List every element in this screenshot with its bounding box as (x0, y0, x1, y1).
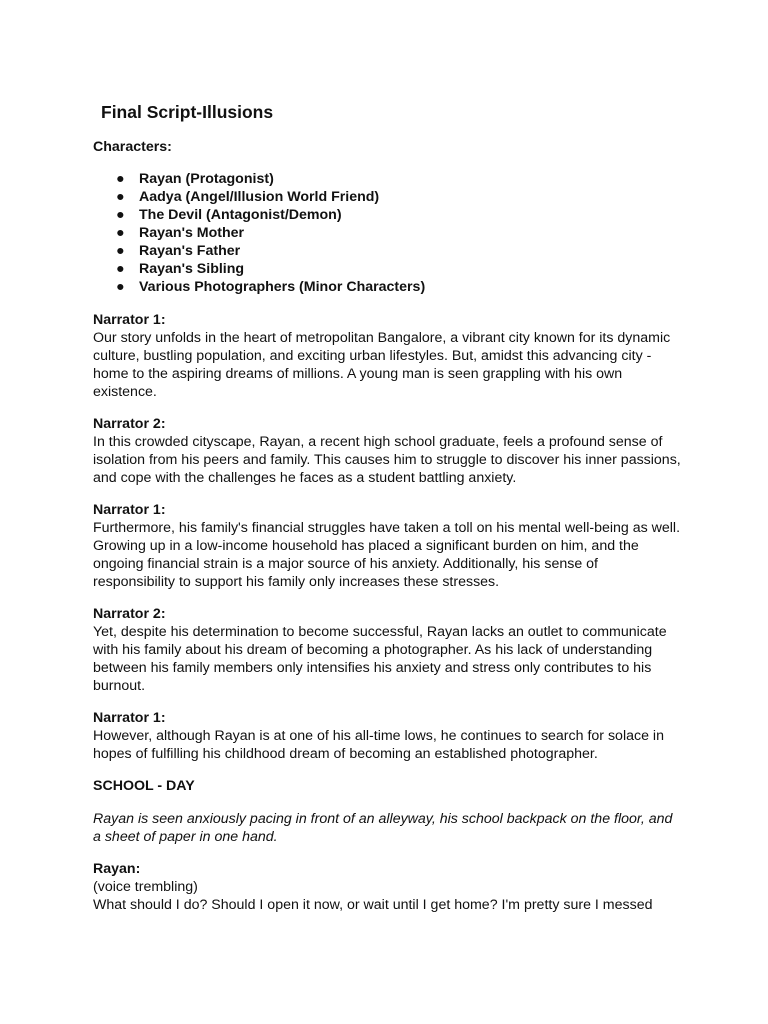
speaker-label: Narrator 1: (93, 710, 166, 726)
character-name: Rayan (Protagonist) (139, 171, 274, 187)
narration-block (93, 415, 683, 487)
bullet-icon: ● (116, 279, 125, 295)
speaker-label: Narrator 1: (93, 502, 166, 518)
dialogue-block (93, 860, 683, 914)
dialogue-parenthetical: (voice trembling) (93, 879, 198, 895)
character-name: Rayan's Sibling (139, 261, 245, 277)
characters-heading: Characters: (93, 139, 172, 155)
character-item (93, 260, 683, 278)
character-item (93, 170, 683, 188)
characters-list (93, 170, 683, 296)
narration-text: Furthermore, his family's financial struggles have taken a toll on his mental well-being as well. Growing up in a low-income household has placed a significant burden on him, and the ongoing financial strain is a major source of his anxiety. Additionally, his sense of responsibility to support his family only increases these stresses. (93, 520, 681, 590)
bullet-icon: ● (116, 261, 125, 277)
bullet-icon: ● (116, 225, 125, 241)
character-item (93, 224, 683, 242)
script-content (93, 100, 683, 928)
character-item (93, 188, 683, 206)
narration-block (93, 709, 683, 763)
narration-text: Yet, despite his determination to become successful, Rayan lacks an outlet to communicate with his family about his dream of becoming a photographer. As his lack of understanding between his family members only intensifies his anxiety and stress only contributes to his burnout. (93, 624, 667, 694)
character-name: Various Photographers (Minor Characters) (139, 279, 426, 295)
speaker-label: Narrator 2: (93, 606, 166, 622)
speaker-label: Narrator 2: (93, 416, 166, 432)
narration-block (93, 501, 683, 591)
character-name: Aadya (Angel/Illusion World Friend) (139, 189, 380, 205)
dialogue-speaker: Rayan: (93, 861, 141, 877)
character-item (93, 242, 683, 260)
character-name: The Devil (Antagonist/Demon) (139, 207, 342, 223)
narration-text: However, although Rayan is at one of his all-time lows, he continues to search for solace in hopes of fulfilling his childhood dream of becoming an established photographer. (93, 728, 664, 762)
narration-block (93, 311, 683, 401)
character-name: Rayan's Father (139, 243, 241, 259)
bullet-icon: ● (116, 243, 125, 259)
bullet-icon: ● (116, 189, 125, 205)
narration-text: Our story unfolds in the heart of metropolitan Bangalore, a vibrant city known for its dynamic culture, bustling population, and exciting urban lifestyles. But, amidst this advancing city - home to the aspiring dreams of millions. A young man is seen grappling with his own existence. (93, 330, 671, 400)
dialogue-line: What should I do? Should I open it now, or wait until I get home? I'm pretty sure I messed (93, 897, 653, 913)
narration-text: In this crowded cityscape, Rayan, a recent high school graduate, feels a profound sense of isolation from his peers and family. This causes him to struggle to discover his inner passions, and cope with the challenges he faces as a student battling anxiety. (93, 434, 681, 486)
bullet-icon: ● (116, 171, 125, 187)
character-name: Rayan's Mother (139, 225, 245, 241)
speaker-label: Narrator 1: (93, 312, 166, 328)
action-description: Rayan is seen anxiously pacing in front of an alleyway, his school backpack on the floor, and a sheet of paper in one hand. (93, 811, 673, 845)
scene-heading: SCHOOL - DAY (93, 778, 195, 794)
narration-block (93, 605, 683, 695)
bullet-icon: ● (116, 207, 125, 223)
character-item (93, 206, 683, 224)
document-title: Final Script-Illusions (101, 102, 274, 122)
character-item (93, 278, 683, 296)
